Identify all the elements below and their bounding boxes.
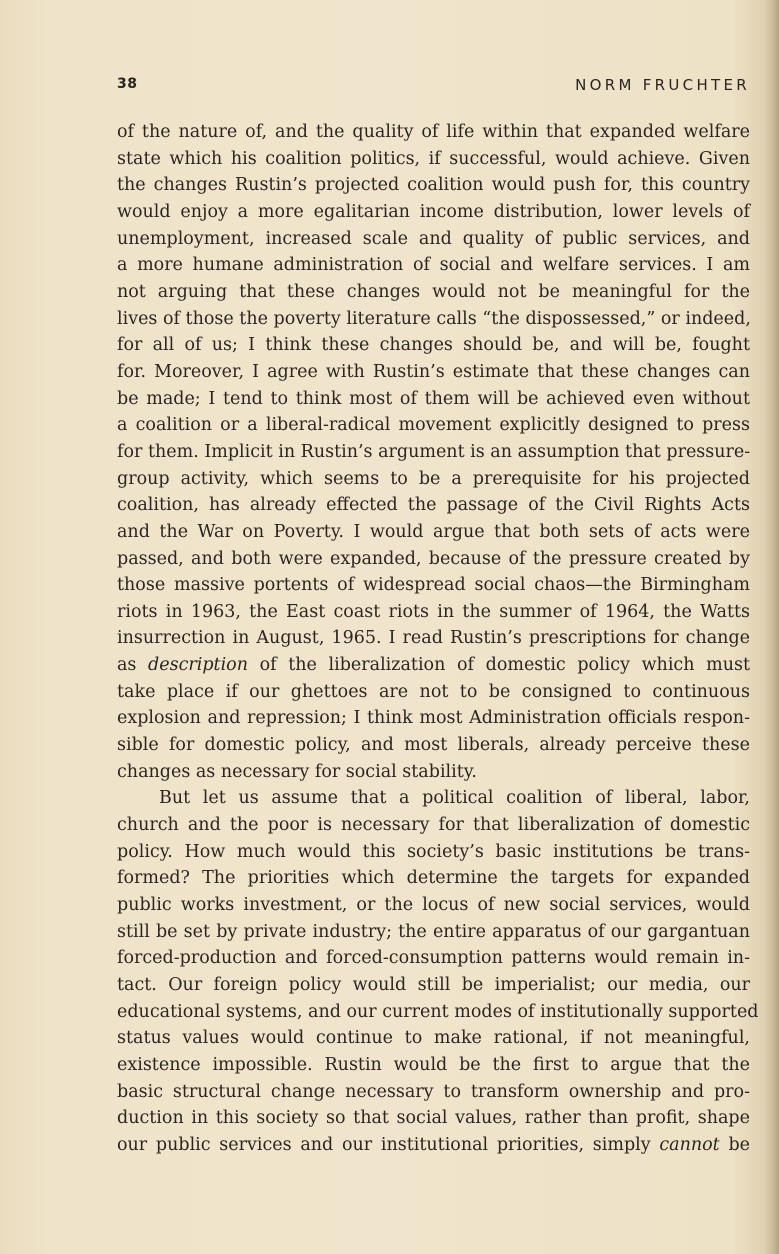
text-line xyxy=(117,439,750,466)
text-span: policy. How much would this society’s basic institutions be trans- xyxy=(117,841,750,862)
text-span: passed, and both were expanded, because of the pressure created by xyxy=(117,548,750,569)
text-line xyxy=(117,1052,750,1079)
text-span: of the nature of, and the quality of life within that expanded welfare xyxy=(117,122,750,142)
text-line xyxy=(117,892,750,919)
text-span: and the War on Poverty. I would argue that both sets of acts were xyxy=(117,521,750,542)
text-line xyxy=(117,1025,750,1052)
text-span: the changes Rustin’s projected coalition would push for, this country xyxy=(117,175,750,196)
text-span: be xyxy=(719,1134,751,1155)
page-header xyxy=(117,76,750,100)
text-line xyxy=(117,1132,750,1159)
text-span: existence impossible. Rustin would be the first to argue that the xyxy=(117,1054,750,1075)
text-span: But let us assume that a political coalition of liberal, labor, xyxy=(159,788,750,809)
text-line xyxy=(117,466,750,493)
text-span: not arguing that these changes would not be meaningful for the xyxy=(117,281,750,302)
text-span: as xyxy=(117,655,149,676)
text-span: a more humane administration of social and welfare services. I am xyxy=(117,255,750,276)
text-span: state which his coalition politics, if successful, would achieve. Given xyxy=(117,148,750,169)
text-span: forced-production and forced-consumption patterns would remain in- xyxy=(117,948,750,969)
running-head-author: NORM FRUCHTER xyxy=(575,76,750,94)
text-span: take place if our ghettoes are not to be consigned to continuous xyxy=(117,681,750,702)
text-line xyxy=(117,199,750,226)
text-line xyxy=(117,572,750,599)
text-line xyxy=(117,332,750,359)
text-span: tact. Our foreign policy would still be imperialist; our media, our xyxy=(117,975,750,995)
text-span: those massive portents of widespread social chaos—the Birmingham xyxy=(117,575,750,596)
text-line xyxy=(117,146,750,173)
text-line xyxy=(117,599,750,626)
text-line xyxy=(117,172,750,199)
text-span: for. Moreover, I agree with Rustin’s estimate that these changes can xyxy=(117,361,750,382)
text-line xyxy=(117,546,750,573)
text-span: be made; I tend to think most of them will be achieved even without xyxy=(117,388,750,409)
text-line xyxy=(117,625,750,652)
text-span: changes as necessary for social stability. xyxy=(117,761,477,782)
text-line xyxy=(117,919,750,946)
text-line xyxy=(117,412,750,439)
text-span: church and the poor is necessary for that liberalization of domestic xyxy=(117,815,750,836)
text-span: riots in 1963, the East coast riots in the summer of 1964, the Watts xyxy=(117,601,750,622)
italic-emphasis: description xyxy=(148,655,248,676)
text-span: basic structural change necessary to transform ownership and pro- xyxy=(117,1081,750,1102)
text-line xyxy=(117,999,759,1026)
text-span: status values would continue to make rational, if not meaningful, xyxy=(117,1028,750,1049)
text-line xyxy=(117,785,750,812)
paragraph xyxy=(117,785,759,1158)
text-line xyxy=(117,519,750,546)
text-span: group activity, which seems to be a prerequisite for his projected xyxy=(117,468,750,489)
text-line xyxy=(117,279,750,306)
text-line xyxy=(117,492,750,519)
text-line xyxy=(117,679,750,706)
text-span: unemployment, increased scale and quality of public services, and xyxy=(117,228,750,249)
paragraph xyxy=(117,119,750,785)
text-span: for all of us; I think these changes should be, and will be, fought xyxy=(117,335,750,356)
text-span: sible for domestic policy, and most liberals, already perceive these xyxy=(117,735,750,756)
text-span: our public services and our institutional priorities, simply xyxy=(117,1134,660,1155)
text-span: insurrection in August, 1965. I read Rustin’s prescriptions for change xyxy=(117,628,750,649)
text-line xyxy=(117,252,750,279)
text-line xyxy=(117,1105,750,1132)
text-span: duction in this society so that social values, rather than profit, shape xyxy=(117,1108,750,1129)
text-span: a coalition or a liberal-radical movement explicitly designed to press xyxy=(117,415,750,436)
text-line xyxy=(117,945,750,972)
text-line xyxy=(117,306,750,333)
text-span: would enjoy a more egalitarian income distribution, lower levels of xyxy=(117,201,750,222)
text-span: explosion and repression; I think most Administration officials respon- xyxy=(117,708,750,729)
italic-emphasis: cannot xyxy=(659,1134,720,1155)
text-line xyxy=(117,705,750,732)
text-line xyxy=(117,865,750,892)
text-span: public works investment, or the locus of new social services, would xyxy=(117,895,750,916)
text-line xyxy=(117,839,750,866)
text-span: for them. Implicit in Rustin’s argument is an assumption that pressure- xyxy=(117,441,751,462)
text-line xyxy=(117,759,750,786)
text-line xyxy=(117,386,750,413)
text-line xyxy=(117,359,750,386)
page-edge-shadow xyxy=(765,0,779,1254)
text-line xyxy=(117,812,750,839)
body-text xyxy=(117,119,759,1159)
text-line xyxy=(117,119,750,146)
text-span: educational systems, and our current modes of institutionally supported xyxy=(117,1001,759,1022)
text-line xyxy=(117,972,750,999)
text-span: still be set by private industry; the entire apparatus of our gargantuan xyxy=(117,921,750,942)
text-span: of the liberalization of domestic policy which must xyxy=(248,655,750,676)
text-span: coalition, has already effected the passage of the Civil Rights Acts xyxy=(117,495,750,516)
text-span: lives of those the poverty literature calls “the dispossessed,” or indeed, xyxy=(117,308,751,329)
text-span: formed? The priorities which determine the targets for expanded xyxy=(117,868,750,889)
page-number: 38 xyxy=(117,76,138,92)
text-line xyxy=(117,732,750,759)
text-line xyxy=(117,1079,750,1106)
text-line xyxy=(117,652,750,679)
text-line xyxy=(117,226,750,253)
